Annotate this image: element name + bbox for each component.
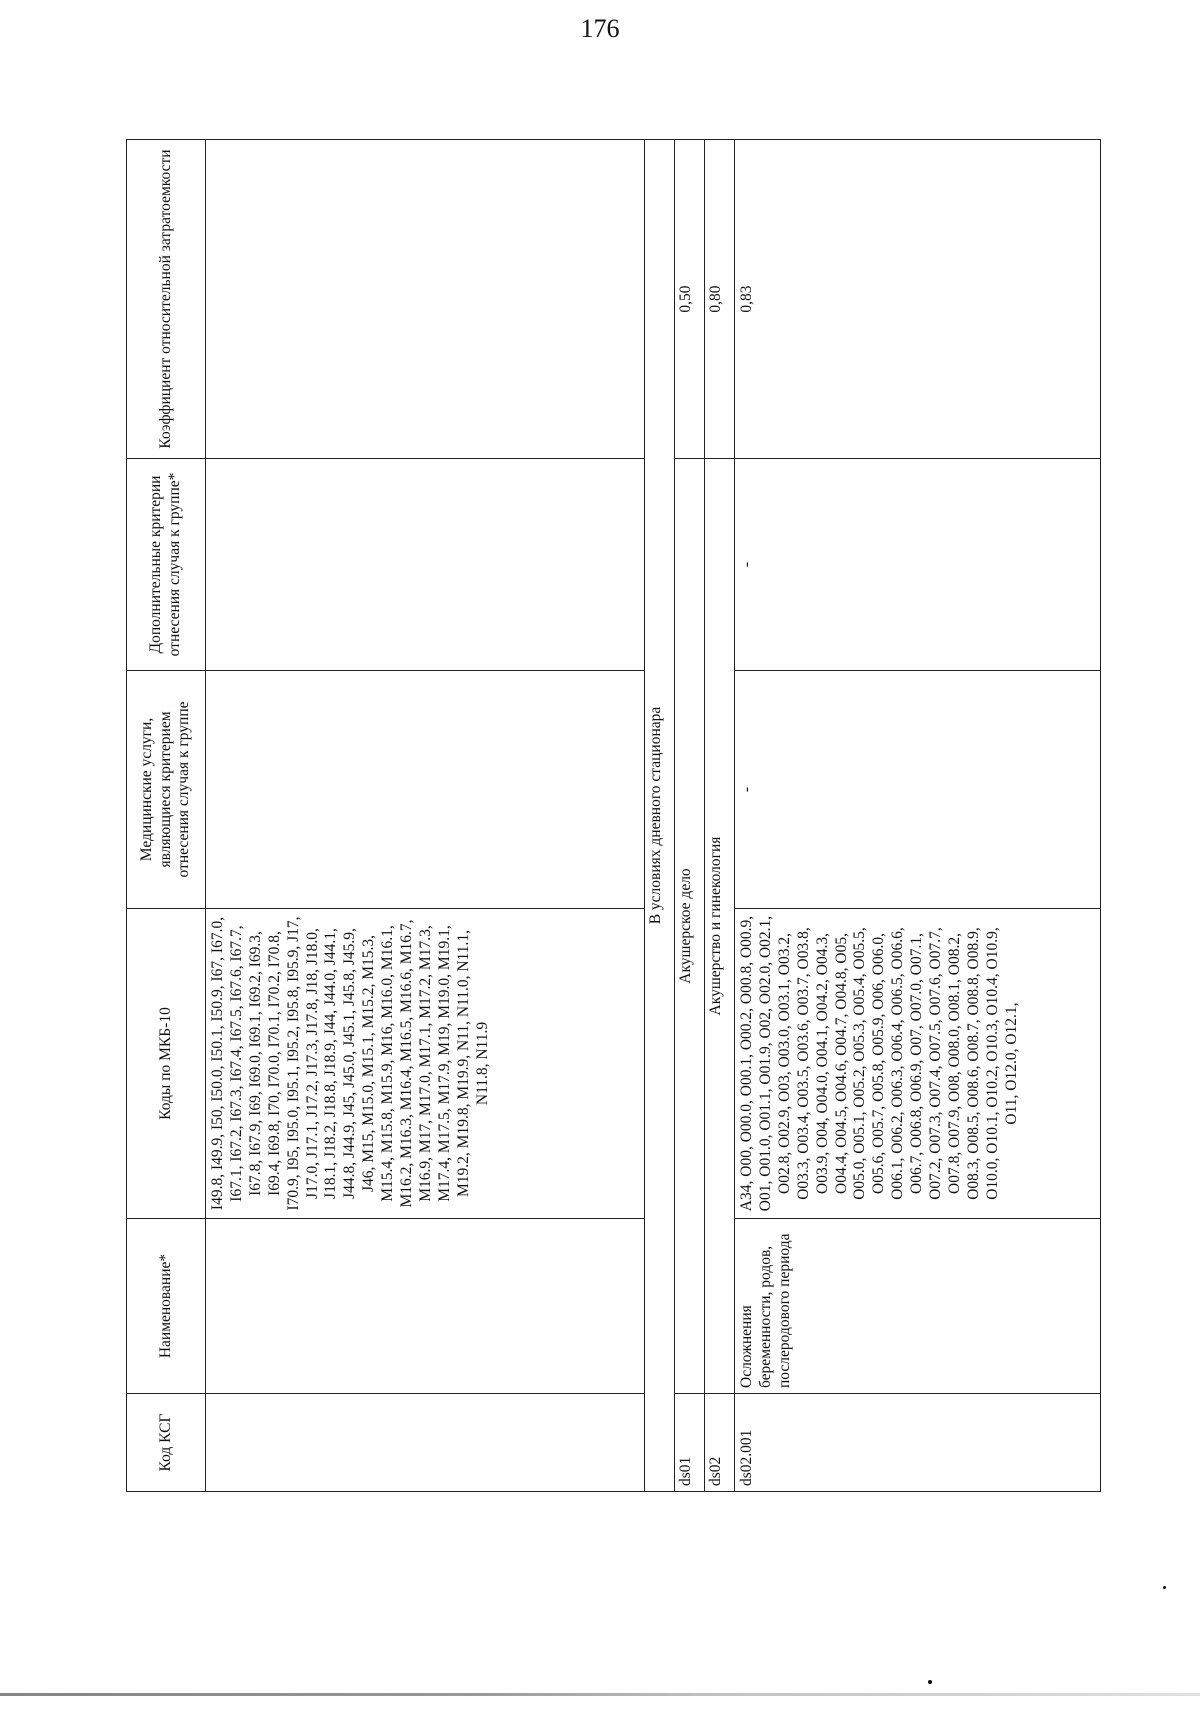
profile-coef: 0,80 [705,140,735,459]
group-criteria: - [735,459,1101,671]
header-coef: Коэффициент относительной затратоемкости [127,140,206,459]
header-icd: Коды по МКБ-10 [127,909,206,1219]
group-coef: 0,83 [735,140,1101,459]
cont-codes-cell: I49.8, I49.9, I50, I50.0, I50.1, I50.9, I67, I67.0, I67.1, I67.2, I67.3, I67.4, I67.5, I67.6, I67.7, I67.8, I67.9, I69, I69.0, I69.1, I69.2, I69.3, I69.4, I69.8, I70, I70.0, I70.1, I70.2, I70.8, I70.9, I95, I95.0, I95.1, I95.2, I95.8, I95.9, J17, J17.0, J17.1, J17.2, J17.3, J17.8, J18, J18.0, J18.1, J18.2, J18.8, J18.9, J44, J44.0, J44.1, J44.8, J44.9, J45, J45.0, J45.1, J45.8, J45.9, J46, M15, M15.0, M15.1, M15.2, M15.3, M15.4, M15.8, M15.9, M16, M16.0, M16.1, M16.2, M16.3, M16.4, M16.5, M16.6, M16.7, M16.9, M17, M17.0, M17.1, M17.2, M17.3, M17.4, M17.5, M17.9, M19, M19.0, M19.1, M19.2, M19.8, M19.9, N11, N11.0, N11.1, N11.8, N11.9 [206,909,645,1219]
cont-code-cell [206,1394,645,1492]
group-name: Осложнения беременности, родов, послеродового периода [735,1219,1101,1394]
header-code: Код КСГ [127,1394,206,1492]
scan-speck [928,1680,932,1684]
rotated-table-frame [126,140,1101,1492]
header-name: Наименование* [127,1219,206,1394]
header-services: Медицинские услуги, являющиеся критерием отнесения случая к группе [127,671,206,909]
section-title: В условиях дневного стационара [645,140,675,1492]
profile-coef: 0,50 [675,140,705,459]
page-number: 176 [580,14,620,43]
header-row [127,140,206,1492]
cont-criteria-cell [206,459,645,671]
cont-name-cell [206,1219,645,1394]
group-services: - [735,671,1101,909]
rotated-table-inner [126,140,1101,1492]
continuation-row [206,140,645,1492]
profile-name: Акушерское дело [675,459,705,1394]
scan-speck [1163,1586,1166,1589]
ksg-table [126,139,1101,1492]
section-row [645,140,675,1492]
profile-name: Акушерство и гинекология [705,459,735,1394]
group-codes: A34, O00, O00.0, O00.1, O00.2, O00.8, O00.9, O01, O01.0, O01.1, O01.9, O02, O02.0, O02.1, O02.8, O02.9, O03, O03.0, O03.1, O03.2, O03.3, O03.4, O03.5, O03.6, O03.7, O03.8, O03.9, O04, O04.0, O04.1, O04.2, O04.3, O04.4, O04.5, O04.6, O04.7, O04.8, O05, O05.0, O05.1, O05.2, O05.3, O05.4, O05.5, O05.6, O05.7, O05.8, O05.9, O06, O06.0, O06.1, O06.2, O06.3, O06.4, O06.5, O06.6, O06.7, O06.8, O06.9, O07, O07.0, O07.1, O07.2, O07.3, O07.4, O07.5, O07.6, O07.7, O07.8, O07.9, O08, O08.0, O08.1, O08.2, O08.3, O08.5, O08.6, O08.7, O08.8, O08.9, O10.0, O10.1, O10.2, O10.3, O10.4, O10.9, O11, O12.0, O12.1, [735,909,1101,1219]
group-row-ds02-001 [735,140,1101,1492]
scan-edge-line [0,1693,1200,1696]
group-code: ds02.001 [735,1394,1101,1492]
profile-row-ds02 [705,140,735,1492]
profile-code: ds02 [705,1394,735,1492]
profile-row-ds01 [675,140,705,1492]
cont-services-cell [206,671,645,909]
header-criteria: Дополнительные критерии отнесения случая к группе* [127,459,206,671]
profile-code: ds01 [675,1394,705,1492]
cont-coef-cell [206,140,645,459]
